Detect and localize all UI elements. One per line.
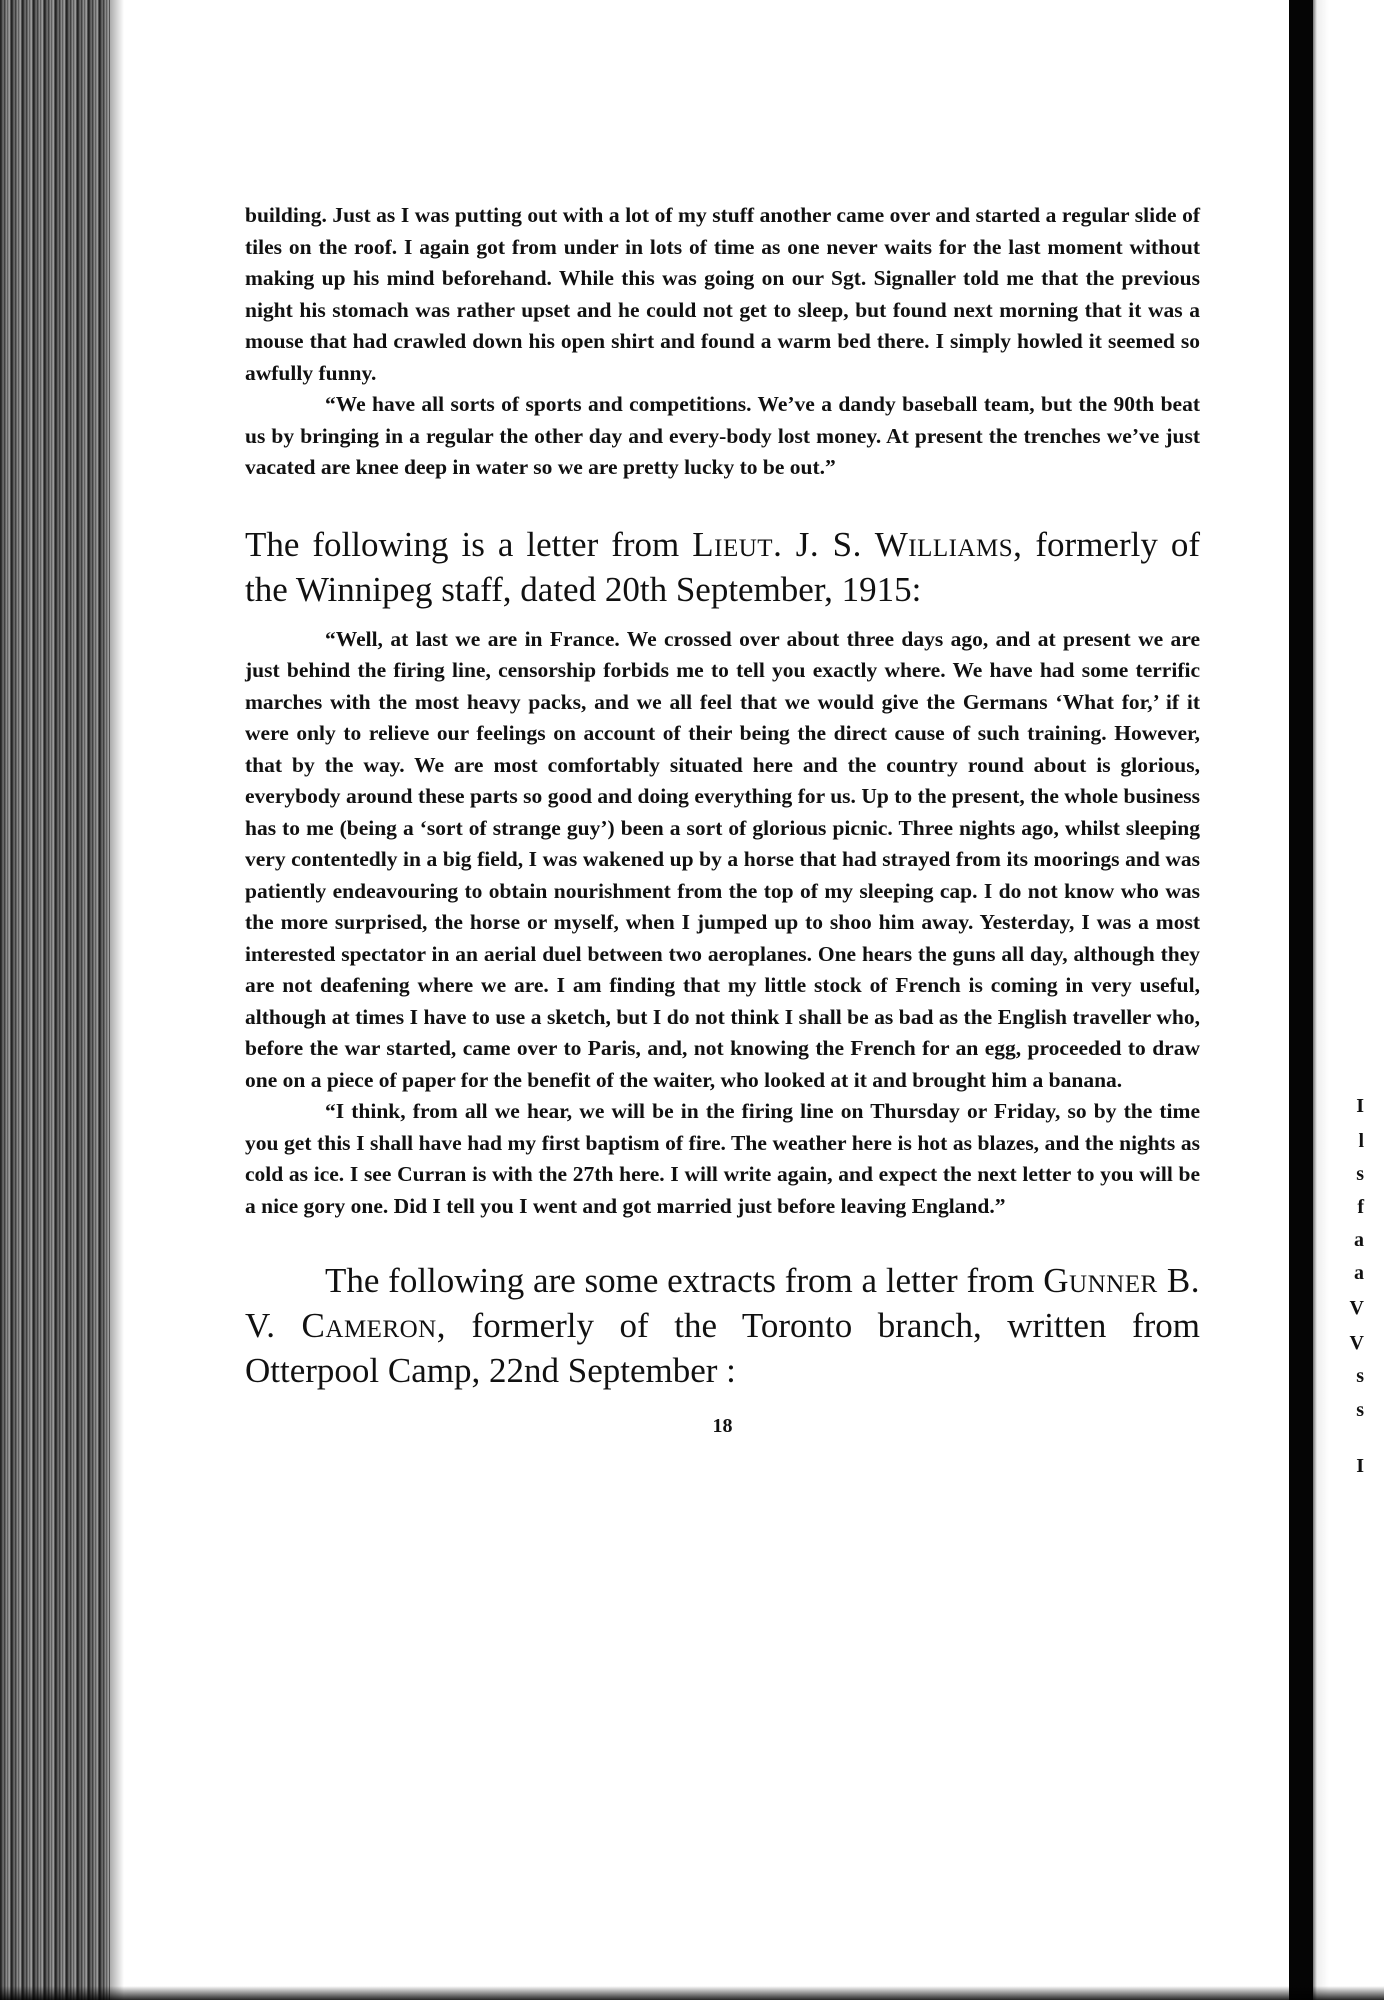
page-gutter-shadow: [1289, 0, 1313, 2000]
page-content: [245, 200, 1200, 1438]
margin-mark: V: [1349, 1297, 1364, 1319]
spacer: [245, 612, 1200, 624]
book-spine-edge: [0, 0, 110, 2000]
spacer: [245, 1222, 1200, 1258]
paragraph-firing-line: “I think, from all we hear, we will be in the firing line on Thursday or Friday, so by the time you get this I shall have had my first baptism of fire. The weather here is hot as blazes, and the nights as cold as ice. I see Curran is with the 27th here. I will write again, and expect the next letter to you will be a nice gory one. Did I tell you I went and got married just before leaving England.”: [245, 1099, 1200, 1218]
heading-details: formerly of the Toronto branch, written from Otterpool Camp, 22nd September :: [245, 1306, 1200, 1390]
margin-mark: a: [1354, 1229, 1364, 1251]
margin-mark: a: [1354, 1262, 1364, 1284]
heading-person-name: Gunner B. V. Cameron,: [245, 1261, 1201, 1345]
heading-intro: The following is a letter from: [245, 524, 693, 564]
heading-details: formerly of the Winnipeg staff, dated 20th September, 1915:: [245, 524, 1200, 609]
margin-mark: s: [1356, 1163, 1364, 1185]
facing-page-letter-fragments: [1350, 0, 1364, 2000]
margin-mark: s: [1356, 1399, 1364, 1421]
margin-mark: l: [1358, 1130, 1364, 1152]
margin-mark: V: [1349, 1332, 1364, 1354]
margin-mark: I: [1356, 1095, 1364, 1117]
spacer: [245, 484, 1200, 522]
facing-page-edge: [1289, 0, 1384, 2000]
paragraph-building: building. Just as I was putting out with a lot of my stuff another came over and started a regular slide of tiles on the roof. I again got from under in lots of time as one never waits for the last moment without making up his mind beforehand. While this was going on our Sgt. Signaller told me that the previous night his stomach was rather upset and he could not get to sleep, but found next morning that it was a mouse that had crawled down his open shirt and found a warm bed there. I simply howled it seemed so awfully funny.: [245, 203, 1200, 385]
paragraph-sports: “We have all sorts of sports and competitions. We’ve a dandy baseball team, but the 90th beat us by bringing in a regular the other day and every-body lost money. At present the trenches we’ve just vacated are knee deep in water so we are pretty lucky to be out.”: [245, 392, 1200, 479]
heading-intro: The following are some extracts from a letter from: [325, 1261, 1044, 1300]
section-heading-cameron: [245, 1258, 1200, 1393]
heading-person-name: Lieut. J. S. Williams,: [692, 524, 1023, 564]
page-number: 18: [712, 1415, 733, 1437]
margin-mark: I: [1356, 1455, 1364, 1477]
margin-mark: s: [1356, 1365, 1364, 1387]
margin-mark: f: [1357, 1196, 1364, 1218]
bottom-scan-shadow: [0, 1986, 1384, 2000]
section-heading-williams: [245, 522, 1200, 612]
paragraph-france: “Well, at last we are in France. We crossed over about three days ago, and at present we are just behind the firing line, censorship forbids me to tell you exactly where. We have had some terrific marches with the most heavy packs, and we all feel that we would give the Germans ‘What for,’ if it were only to relieve our feelings on account of their being the direct cause of such training. However, that by the way. We are most comfortably situated here and the country round about is glorious, everybody around these parts so good and doing everything for us. Up to the present, the whole business has to me (being a ‘sort of strange guy’) been a sort of glorious picnic. Three nights ago, whilst sleeping very contentedly in a big field, I was wakened up by a horse that had strayed from its moorings and was patiently endeavouring to obtain nourishment from the top of my sleeping cap. I do not know who was the more surprised, the horse or myself, when I jumped up to shoo him away. Yesterday, I was a most interested spectator in an aerial duel between two aeroplanes. One hears the guns all day, although they are not deafening where we are. I am finding that my little stock of French is coming in very useful, although at times I have to use a sketch, but I do not think I shall be as bad as the English traveller who, before the war started, came over to Paris, and, not knowing the French for an egg, proceeded to draw one on a piece of paper for the benefit of the waiter, who looked at it and brought him a banana.: [245, 626, 1200, 1092]
